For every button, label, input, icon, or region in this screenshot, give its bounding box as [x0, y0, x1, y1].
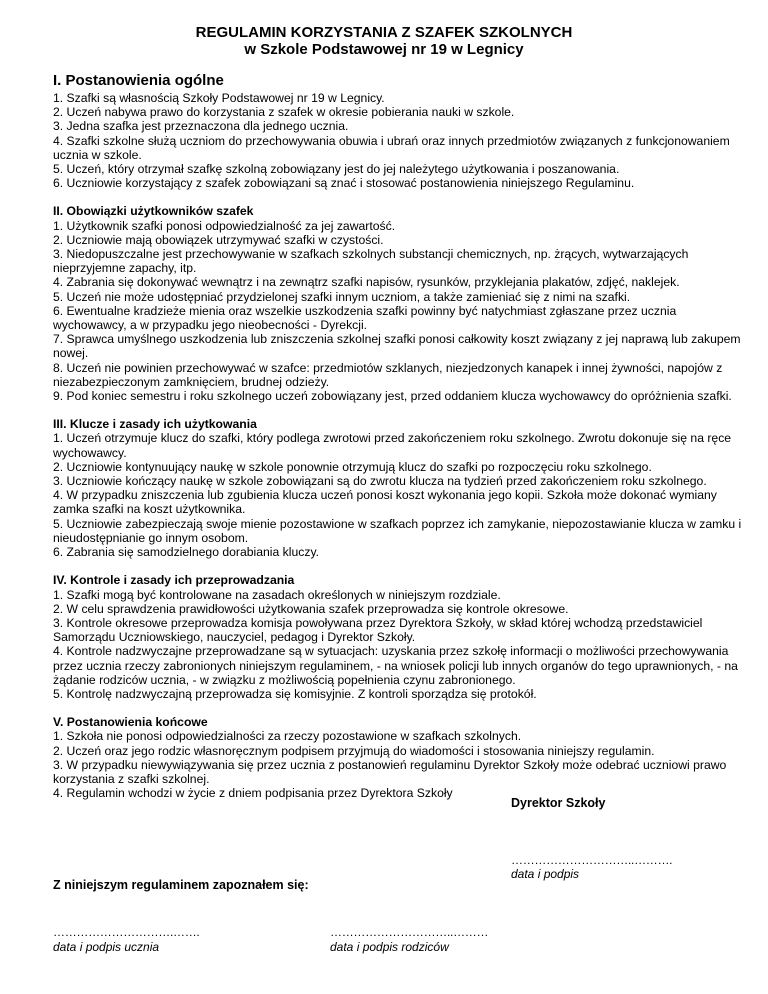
director-signature-caption: data i podpis	[511, 867, 580, 881]
list-item: 8. Uczeń nie powinien przechowywać w szafce: przedmiotów szklanych, niezjedzonych kanapek i innej żywności, napojów z niezabezpieczonym zamknięciem, brudnej odzieży.	[53, 360, 723, 389]
list-item: 9. Pod koniec semestru i roku szkolnego uczeń zobowiązany jest, przed oddaniem klucza wychowawcy do opróżnienia szafki.	[53, 389, 732, 404]
director-signature-line: …………………………..……….	[511, 853, 673, 867]
list-item: 3. Kontrole okresowe przeprowadza komisja powoływana przez Dyrektora Szkoły, w skład której wchodzą przedstawiciel Samorządu Uczniowskiego, nauczyciel, pedagog i Dyrektor Szkoły.	[53, 615, 703, 645]
document-title-line-1: REGULAMIN KORZYSTANIA Z SZAFEK SZKOLNYCH	[195, 24, 573, 41]
list-item: 3. Jedna szafka jest przeznaczona dla jednego ucznia.	[53, 119, 349, 134]
section-user-obligations	[53, 204, 753, 403]
section-heading: V. Postanowienia końcowe	[53, 715, 208, 730]
list-item: 2. Uczeń oraz jego rodzic własnoręcznym podpisem przyjmują do wiadomości i stosowania niniejszy regulamin.	[53, 743, 655, 758]
list-item: 4. Szafki szkolne służą uczniom do przechowywania obuwia i ubrań oraz innych przedmiotów związanych z funkcjonowaniem ucznia w szkole.	[53, 133, 730, 162]
list-item: 4. Kontrole nadzwyczajne przeprowadzane są w sytuacjach: uzyskania przez szkołę informacji o możliwości przechowywania przez ucznia rzeczy zabronionych niniejszym regulaminem, - na wniosek policji lub innych organów do tego uprawnionych, - na żądanie rodziców ucznia, - w związku z możliwością popełnienia czynu zabronionego.	[53, 644, 738, 687]
list-item: 1. Szkoła nie ponosi odpowiedzialności za rzeczy pozostawione w szafkach szkolnych.	[53, 729, 522, 744]
list-item: 1. Szafki mogą być kontrolowane na zasadach określonych w niniejszym rozdziale.	[53, 587, 501, 602]
director-label: Dyrektor Szkoły	[511, 796, 606, 810]
list-item: 3. W przypadku niewywiązywania się przez ucznia z postanowień regulaminu Dyrektor Szkoły może odebrać uczniowi prawo korzystania z szafki szkolnej.	[53, 757, 727, 786]
list-item: 2. W celu sprawdzenia prawidłowości użytkowania szafek przeprowadza się kontrole okresowe.	[53, 601, 569, 616]
list-item: 6. Zabrania się samodzielnego dorabiania kluczy.	[53, 545, 320, 560]
section-keys	[53, 417, 753, 559]
section-heading: IV. Kontrole i zasady ich przeprowadzania	[53, 573, 295, 588]
list-item: 5. Uczeń nie może udostępniać przydzielonej szafki innym uczniom, a także zamieniać się z nimi na szafki.	[53, 289, 631, 304]
parent-signature-caption: data i podpis rodziców	[330, 940, 449, 954]
list-item: 4. Zabrania się dokonywać wewnątrz i na zewnątrz szafki napisów, rysunków, przyklejania plakatów, zdjęć, naklejek.	[53, 275, 680, 290]
student-signature-caption: data i podpis ucznia	[53, 940, 160, 954]
list-item: 2. Uczniowie kontynuujący naukę w szkole ponownie otrzymują klucz do szafki po rozpoczęciu roku szkolnego.	[53, 459, 652, 474]
list-item: 4. Regulamin wchodzi w życie z dniem podpisania przez Dyrektora Szkoły	[53, 786, 453, 801]
list-item: 5. Uczniowie zabezpieczają swoje mienie pozostawione w szafkach poprzez ich zamykanie, niepozostawianie klucza w zamku i nieudostępnianie go innym osobom.	[53, 516, 742, 545]
list-item: 1. Szafki są własnością Szkoły Podstawowej nr 19 w Legnicy.	[53, 91, 385, 105]
student-signature-line: ………………………….…….	[53, 925, 200, 939]
list-item: 3. Uczniowie kończący naukę w szkole zobowiązani są do zwrotu klucza na tydzień przed zakończeniem roku szkolnego.	[53, 474, 707, 489]
section-heading: II. Obowiązki użytkowników szafek	[53, 204, 254, 219]
list-item: 2. Uczeń nabywa prawo do korzystania z szafek w okresie pobierania nauki w szkole.	[53, 105, 515, 120]
list-item: 4. W przypadku zniszczenia lub zgubienia klucza uczeń ponosi koszt wykonania jego kopii. Szkoła może dokonać wymiany zamka szafki na koszt użytkownika.	[53, 488, 717, 517]
document-title-line-2: w Szkole Podstawowej nr 19 w Legnicy	[244, 41, 524, 58]
section-heading: III. Klucze i zasady ich użytkowania	[53, 417, 257, 432]
document-body	[53, 72, 753, 814]
section-inspections	[53, 573, 753, 701]
section-general-provisions	[53, 72, 753, 190]
acknowledgement-statement: Z niniejszym regulaminem zapoznałem się:	[53, 878, 309, 892]
list-item: 2. Uczniowie mają obowiązek utrzymywać szafki w czystości.	[53, 232, 384, 247]
section-final-provisions	[53, 715, 753, 800]
section-heading: I. Postanowienia ogólne	[53, 72, 224, 89]
list-item: 6. Uczniowie korzystający z szafek zobowiązani są znać i stosować postanowienia niniejszego Regulaminu.	[53, 176, 635, 191]
list-item: 5. Kontrolę nadzwyczajną przeprowadza się komisyjnie. Z kontroli sporządza się protokół.	[53, 686, 537, 701]
list-item: 5. Uczeń, który otrzymał szafkę szkolną zobowiązany jest do jej należytego użytkowania i poszanowania.	[53, 162, 620, 177]
list-item: 1. Użytkownik szafki ponosi odpowiedzialność za jej zawartość.	[53, 218, 396, 233]
list-item: 7. Sprawca umyślnego uszkodzenia lub zniszczenia szkolnej szafki ponosi całkowity koszt związany z jej naprawą lub zakupem nowej.	[53, 332, 741, 361]
list-item: 6. Ewentualne kradzieże mienia oraz wszelkie uszkodzenia szafki powinny być natychmiast zgłaszane przez ucznia wychowawcy, a w przypadku jego nieobecności - Dyrekcji.	[53, 303, 677, 333]
list-item: 1. Uczeń otrzymuje klucz do szafki, który podlega zwrotowi przed zakończeniem roku szkolnego. Zwrotu dokonuje się na ręce wychowawcy.	[53, 431, 732, 460]
list-item: 3. Niedopuszczalne jest przechowywanie w szafkach szkolnych substancji chemicznych, np. żrących, wytwarzających nieprzyjemne zapachy, itp.	[53, 247, 689, 276]
parent-signature-line: …………………………..………	[330, 925, 489, 939]
